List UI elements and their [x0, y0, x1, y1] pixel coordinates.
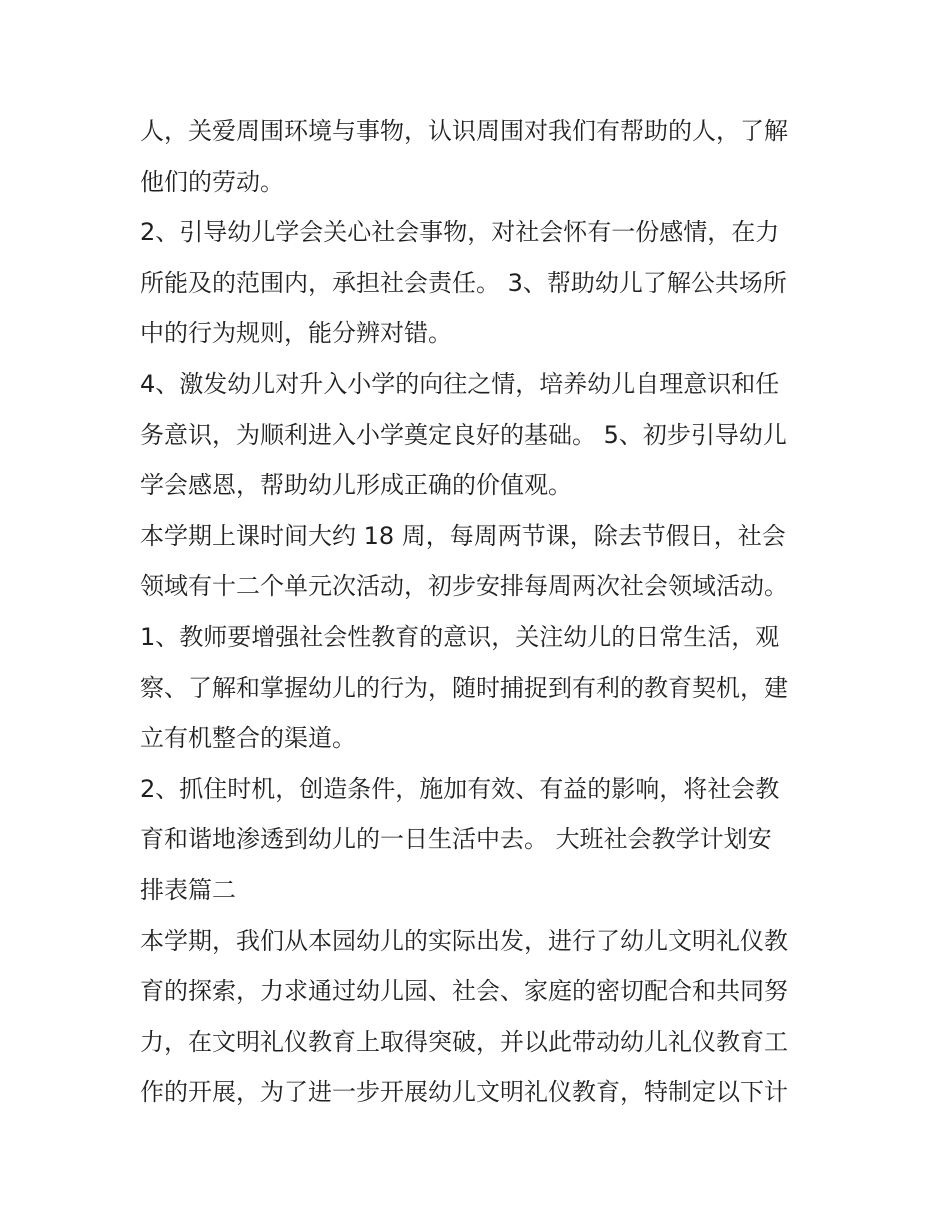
text-line: 学会感恩，帮助幼儿形成正确的价值观。	[140, 471, 572, 500]
text-line: 育和谐地渗透到幼儿的一日生活中去。 大班社会教学计划安	[140, 825, 772, 854]
text-line: 力，在文明礼仪教育上取得突破，并以此带动幼儿礼仪教育工	[140, 1027, 788, 1056]
text-line: 2、引导幼儿学会关心社会事物，对社会怀有一份感情，在力	[140, 218, 780, 247]
text-line: 人，关爱周围环境与事物，认识周围对我们有帮助的人，了解	[140, 117, 788, 145]
text-line: 他们的劳动。	[140, 167, 284, 196]
text-line: 察、了解和掌握幼儿的行为，随时捕捉到有利的教育契机，建	[140, 673, 788, 702]
text-line: 中的行为规则，能分辨对错。	[140, 319, 452, 348]
text-line: 育的探索，力求通过幼儿园、社会、家庭的密切配合和共同努	[140, 977, 788, 1006]
text-line: 领域有十二个单元次活动，初步安排每周两次社会领域活动。	[140, 572, 788, 601]
text-line: 务意识，为顺利进入小学奠定良好的基础。 5、初步引导幼儿	[140, 420, 787, 449]
text-line: 2、抓住时机，创造条件，施加有效、有益的影响，将社会教	[140, 774, 780, 803]
text-line: 作的开展，为了进一步开展幼儿文明礼仪教育，特制定以下计	[140, 1078, 788, 1107]
text-line: 本学期上课时间大约 18 周，每周两节课，除去节假日，社会	[140, 521, 786, 550]
text-line: 所能及的范围内，承担社会责任。 3、帮助幼儿了解公共场所	[140, 268, 787, 297]
text-line: 4、激发幼儿对升入小学的向往之情，培养幼儿自理意识和任	[140, 369, 780, 398]
text-line: 立有机整合的渠道。	[140, 724, 356, 753]
text-line: 本学期，我们从本园幼儿的实际出发，进行了幼儿文明礼仪教	[140, 926, 788, 955]
text-line: 1、教师要增强社会性教育的意识，关注幼儿的日常生活，观	[140, 622, 780, 651]
document-body	[140, 106, 820, 1118]
text-line: 排表篇二	[140, 875, 236, 904]
